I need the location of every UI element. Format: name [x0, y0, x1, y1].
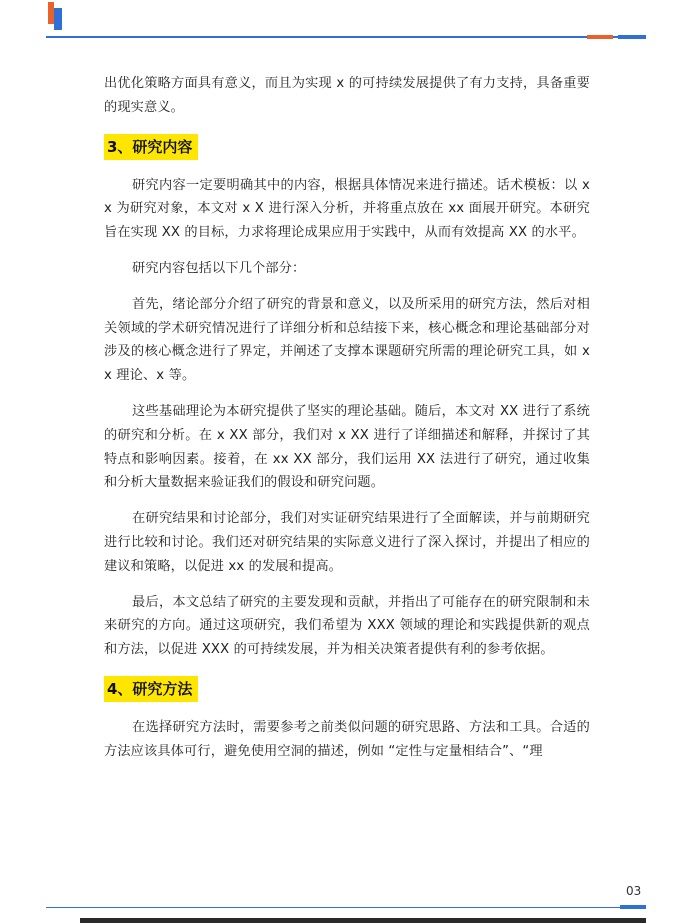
paragraph-results-discussion: 在研究结果和讨论部分，我们对实证研究结果进行了全面解读，并与前期研究进行比较和讨论。我们还对研究结果的实际意义进行了深入探讨，并提出了相应的建议和策略，以促进 xx 的发展和提高。 — [104, 511, 590, 574]
paragraph-intro-continuation: 出优化策略方面具有意义，而且为实现 x 的可持续发展提供了有力支持，具备重要的现实意义。 — [104, 76, 590, 115]
paragraph-method-selection: 在选择研究方法时，需要参考之前类似问题的研究思路、方法和工具。合适的方法应该具体可行，避免使用空洞的描述，例如 “定性与定量相结合”、“理 — [104, 719, 590, 759]
paragraph-parts-intro: 研究内容包括以下几个部分： — [132, 260, 306, 276]
paragraph-research-content-template: 研究内容一定要明确其中的内容，根据具体情况来进行描述。话术模板：以 xx 为研究对象，本文对 x X 进行深入分析，并将重点放在 xx 面展开研究。本研究旨在实现 XX 的目标，力求将理论成果应用于实践中，从而有效提高 XX 的水平。 — [104, 177, 590, 241]
paragraph-first: 首先，绪论部分介绍了研究的背景和意义，以及所采用的研究方法，然后对相关领域的学术研究情况进行了详细分析和总结接下来，核心概念和理论基础部分对涉及的核心概念进行了界定，并阐述了支撑本课题研究所需的理论研究工具，如 xx 理论、x 等。 — [104, 296, 590, 384]
header-end-bar — [618, 35, 646, 39]
footer-accent-bar — [620, 905, 646, 909]
header-accent-bar — [587, 35, 613, 39]
document-body — [104, 72, 590, 776]
page-number: 03 — [626, 884, 642, 898]
footer-divider — [46, 907, 646, 908]
section-heading-research-content: 3、研究内容 — [104, 134, 198, 160]
paragraph-conclusion: 最后，本文总结了研究的主要发现和贡献，并指出了可能存在的研究限制和未来研究的方向。通过这项研究，我们希望为 XXX 领域的理论和实践提供新的观点和方法，以促进 XXX 的可持续发展，并为相关决策者提供有利的参考依据。 — [104, 594, 590, 658]
section-heading-research-method: 4、研究方法 — [104, 676, 198, 702]
header-divider — [46, 36, 646, 38]
document-logo-icon — [46, 2, 66, 30]
paragraph-theory-basis: 这些基础理论为本研究提供了坚实的理论基础。随后，本文对 XX 进行了系统的研究和分析。在 x XX 部分，我们对 x XX 进行了详细描述和解释，并探讨了其特点和影响因素。接着，在 xx XX 部分，我们运用 XX 法进行了研究，通过收集和分析大量数据来验证我们的假设和研究问题。 — [104, 403, 590, 491]
bottom-edge-bar — [80, 918, 646, 923]
